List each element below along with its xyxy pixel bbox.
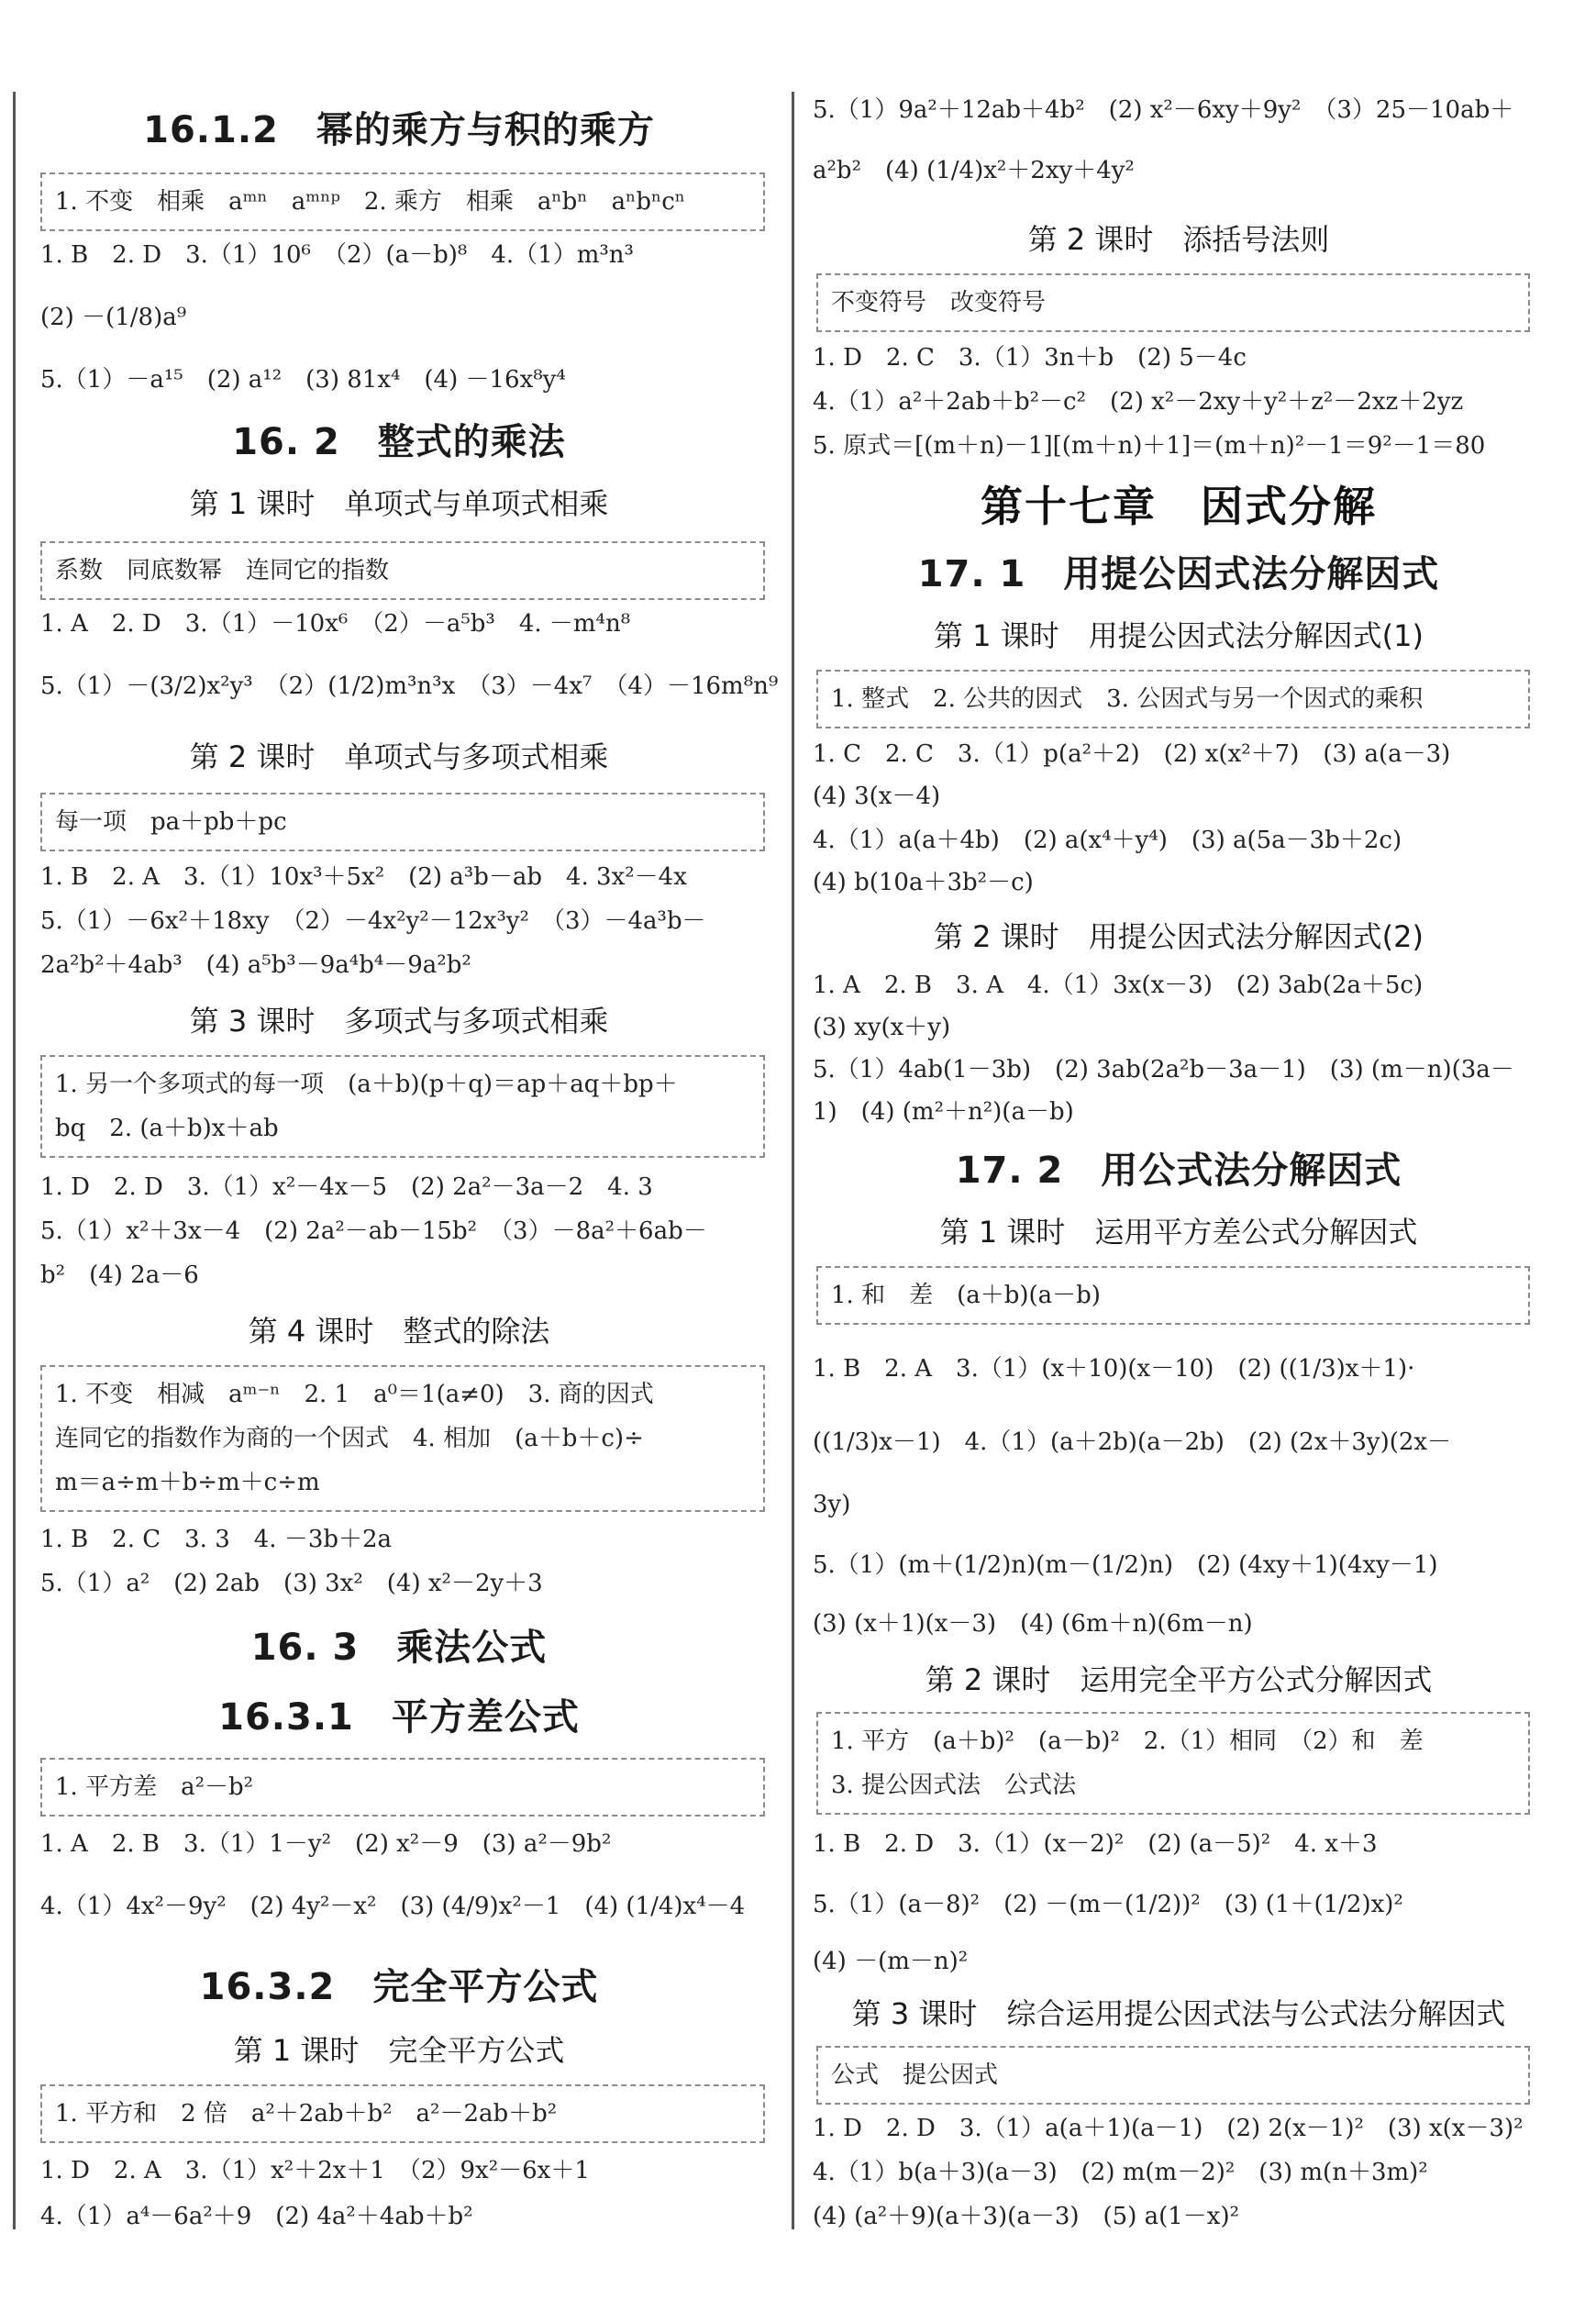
fill-in-box: 公式 提公因式 — [816, 2046, 1530, 2105]
lesson-title: 第 1 课时 完全平方公式 — [233, 2033, 565, 2068]
answer-line: 4.（1）4x²－9y² (2) 4y²－x² (3) (4/9)x²－1 (4) (1/4)x⁴－4 — [40, 1893, 746, 1920]
answer-line: (4) 3(x－4) — [813, 783, 941, 810]
answer-line: 2a²b²＋4ab³ (4) a⁵b³－9a⁴b⁴－9a²b² — [40, 951, 471, 979]
lesson-title: 第 4 课时 整式的除法 — [248, 1314, 550, 1349]
answer-line: 5.（1）(m＋(1/2)n)(m－(1/2)n) (2) (4xy＋1)(4xy－1) — [813, 1551, 1438, 1579]
answer-line: (4) b(10a＋3b²－c) — [813, 869, 1034, 896]
answer-line: 1. A 2. D 3.（1）－10x⁶ （2）－a⁵b³ 4. －m⁴n⁸ — [40, 610, 631, 638]
answer-line: ((1/3)x－1) 4.（1）(a＋2b)(a－2b) (2) (2x＋3y)(2x－ — [813, 1428, 1452, 1456]
answer-line: 1. B 2. D 3.（1）10⁶ （2）(a－b)⁸ 4.（1）m³n³ — [40, 241, 634, 269]
lesson-title: 第 2 课时 单项式与多项式相乘 — [189, 739, 609, 774]
answer-line: 1. A 2. B 3.（1）1－y² (2) x²－9 (3) a²－9b² — [40, 1830, 612, 1858]
fill-in-box: 1. 平方 (a＋b)² (a－b)² 2.（1）相同 （2）和 差 3. 提公因式法 公式法 — [816, 1712, 1530, 1815]
fill-in-box: 1. 整式 2. 公共的因式 3. 公因式与另一个因式的乘积 — [816, 670, 1530, 728]
fill-in-box: 每一项 pa＋pb＋pc — [40, 793, 765, 851]
answer-line: 5.（1）(a－8)² (2) －(m－(1/2))² (3) (1＋(1/2)x)² — [813, 1891, 1403, 1918]
answer-line: 4.（1）b(a＋3)(a－3) (2) m(m－2)² (3) m(n＋3m)² — [813, 2159, 1428, 2186]
answer-line: 1. B 2. A 3.（1）10x³＋5x² (2) a³b－ab 4. 3x²－4x — [40, 863, 687, 891]
answer-line: (3) xy(x＋y) — [813, 1014, 951, 1041]
lesson-title: 第 1 课时 用提公因式法分解因式(1) — [933, 618, 1424, 653]
answer-line: 1. D 2. A 3.（1）x²＋2x＋1 （2）9x²－6x＋1 — [40, 2157, 590, 2184]
answer-line: a²b² (4) (1/4)x²＋2xy＋4y² — [813, 157, 1135, 184]
fill-in-box: 不变符号 改变符号 — [816, 273, 1530, 332]
answer-line: 1. D 2. D 3.（1）x²－4x－5 (2) 2a²－3a－2 4. 3 — [40, 1173, 653, 1201]
answer-line: 1) (4) (m²＋n²)(a－b) — [813, 1098, 1074, 1126]
answer-line: 1. C 2. C 3.（1）p(a²＋2) (2) x(x²＋7) (3) a(a－3) — [813, 740, 1451, 768]
answer-line: 1. D 2. D 3.（1）a(a＋1)(a－1) (2) 2(x－1)² (3) x(x－3)² — [813, 2115, 1524, 2142]
lesson-title: 第 3 课时 多项式与多项式相乘 — [189, 1004, 609, 1039]
lesson-title: 第 2 课时 添括号法则 — [1027, 222, 1330, 257]
answer-line: 5.（1）－6x²＋18xy （2）－4x²y²－12x³y² （3）－4a³b－ — [40, 907, 706, 935]
section-heading-16-3-2: 16.3.2 完全平方公式 — [199, 1966, 599, 2008]
section-heading-16-2: 16. 2 整式的乘法 — [232, 421, 566, 463]
answer-line: 5.（1）x²＋3x－4 (2) 2a²－ab－15b² （3）－8a²＋6ab－ — [40, 1217, 707, 1245]
chapter-heading: 第十七章 因式分解 — [981, 482, 1377, 531]
section-heading-17-2: 17. 2 用公式法分解因式 — [955, 1150, 1402, 1192]
fill-in-box: 系数 同底数幂 连同它的指数 — [40, 541, 765, 600]
column-divider — [792, 92, 794, 2229]
answer-line: 1. A 2. B 3. A 4.（1）3x(x－3) (2) 3ab(2a＋5c) — [813, 972, 1424, 999]
fill-in-box: 1. 另一个多项式的每一项 (a＋b)(p＋q)＝ap＋aq＋bp＋ bq 2. (a＋b)x＋ab — [40, 1055, 765, 1158]
answer-line: 3y) — [813, 1491, 851, 1518]
answer-line: 4.（1）a(a＋4b) (2) a(x⁴＋y⁴) (3) a(5a－3b＋2c) — [813, 827, 1402, 854]
fill-in-box: 1. 不变 相减 aᵐ⁻ⁿ 2. 1 a⁰＝1(a≠0) 3. 商的因式 连同它的指数作为商的一个因式 4. 相加 (a＋b＋c)÷ m＝a÷m＋b÷m＋c÷m — [40, 1365, 765, 1512]
answer-line: b² (4) 2a－6 — [40, 1261, 199, 1289]
lesson-title: 第 1 课时 单项式与单项式相乘 — [189, 486, 609, 521]
lesson-title: 第 2 课时 用提公因式法分解因式(2) — [933, 919, 1424, 954]
section-heading-16-1-2: 16.1.2 幂的乘方与积的乘方 — [143, 109, 655, 151]
answer-line: 5.（1）4ab(1－3b) (2) 3ab(2a²b－3a－1) (3) (m－n)(3a－ — [813, 1056, 1514, 1083]
fill-in-box: 1. 不变 相乘 aᵐⁿ aᵐⁿᵖ 2. 乘方 相乘 aⁿbⁿ aⁿbⁿcⁿ — [40, 172, 765, 231]
answer-line: 5.（1）a² (2) 2ab (3) 3x² (4) x²－2y＋3 — [40, 1570, 543, 1597]
answer-line: 5.（1）9a²＋12ab＋4b² (2) x²－6xy＋9y² （3）25－10ab＋ — [813, 96, 1514, 124]
answer-line: 1. B 2. C 3. 3 4. －3b＋2a — [40, 1526, 393, 1553]
answer-line: 4.（1）a²＋2ab＋b²－c² (2) x²－2xy＋y²＋z²－2xz＋2yz — [813, 388, 1464, 416]
answer-line: 5.（1）－(3/2)x²y³ （2）(1/2)m³n³x （3）－4x⁷ （4）－16m⁸n⁹ — [40, 672, 779, 700]
left-margin-line — [13, 92, 16, 2229]
answer-line: (4) －(m－n)² — [813, 1948, 969, 1975]
answer-line: 5.（1）－a¹⁵ (2) a¹² (3) 81x⁴ (4) －16x⁸y⁴ — [40, 366, 566, 394]
fill-in-box: 1. 和 差 (a＋b)(a－b) — [816, 1266, 1530, 1325]
fill-in-box: 1. 平方和 2 倍 a²＋2ab＋b² a²－2ab＋b² — [40, 2084, 765, 2143]
fill-in-box: 1. 平方差 a²－b² — [40, 1758, 765, 1817]
lesson-title: 第 2 课时 运用完全平方公式分解因式 — [925, 1662, 1433, 1697]
section-heading-16-3-1: 16.3.1 平方差公式 — [218, 1696, 580, 1739]
answer-line: 5. 原式＝[(m＋n)－1][(m＋n)＋1]＝(m＋n)²－1＝9²－1＝80 — [813, 432, 1486, 460]
answer-line: (4) (a²＋9)(a＋3)(a－3) (5) a(1－x)² — [813, 2203, 1240, 2230]
section-heading-17-1: 17. 1 用提公因式法分解因式 — [917, 553, 1440, 595]
answer-line: 4.（1）a⁴－6a²＋9 (2) 4a²＋4ab＋b² — [40, 2203, 473, 2230]
answer-line: (2) －(1/8)a⁹ — [40, 304, 187, 331]
lesson-title: 第 1 课时 运用平方差公式分解因式 — [939, 1215, 1418, 1250]
answer-line: 1. B 2. A 3.（1）(x＋10)(x－10) (2) ((1/3)x＋1)· — [813, 1355, 1415, 1383]
lesson-title: 第 3 课时 综合运用提公因式法与公式法分解因式 — [851, 1996, 1506, 2031]
answer-line: (3) (x＋1)(x－3) (4) (6m＋n)(6m－n) — [813, 1610, 1253, 1638]
answer-line: 1. B 2. D 3.（1）(x－2)² (2) (a－5)² 4. x＋3 — [813, 1830, 1378, 1858]
answer-line: 1. D 2. C 3.（1）3n＋b (2) 5－4c — [813, 344, 1247, 372]
section-heading-16-3: 16. 3 乘法公式 — [250, 1627, 548, 1669]
